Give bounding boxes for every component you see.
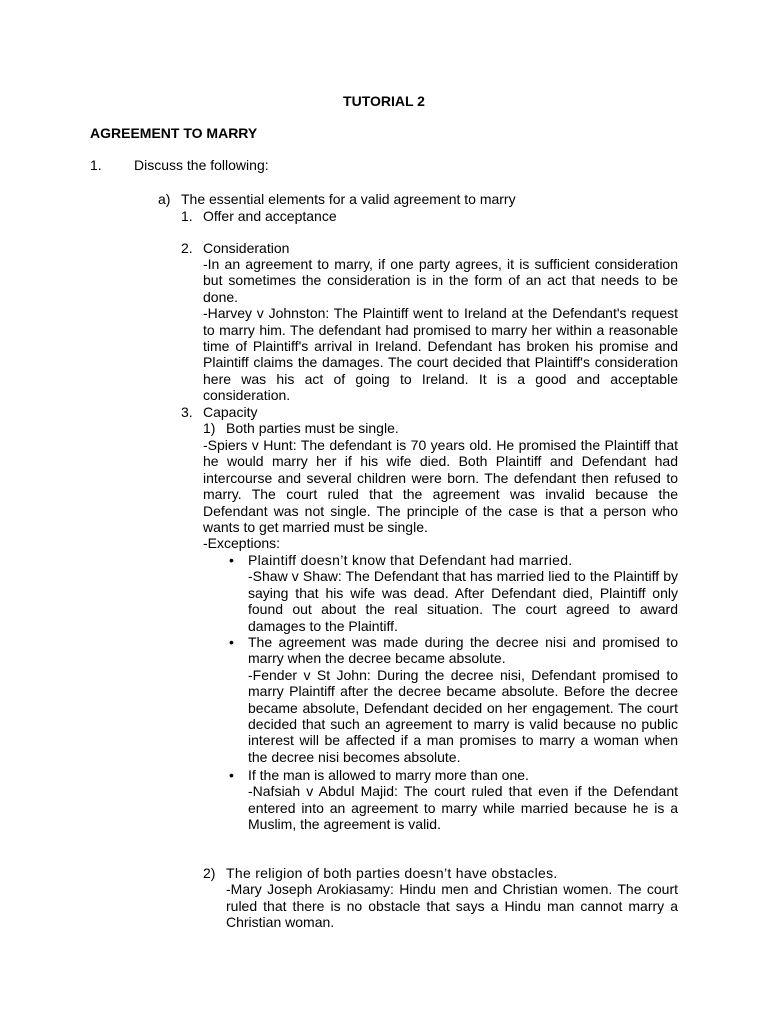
bullet-1-dot: • (229, 552, 234, 568)
item-1-text: Offer and acceptance (203, 208, 337, 224)
capacity-sub2-text: The religion of both parties doesn’t have obstacles. (226, 865, 558, 881)
bullet-3 (248, 767, 678, 833)
item-2-text: Consideration (203, 240, 290, 256)
capacity-sub1-number: 1) (203, 420, 216, 436)
item-1-number: 1. (181, 208, 193, 224)
page-title: TUTORIAL 2 (343, 93, 425, 109)
bullet-3-head: If the man is allowed to marry more than one. (248, 767, 529, 783)
bullet-1 (248, 552, 678, 634)
bullet-2-body: -Fender v St John: During the decree nisi, Defendant promised to marry Plaintiff after the decree became absolute. Before the decree became absolute, Defendant decided on her engagement. The court decided that such an agreement to marry is valid because no public interest will be affected if a man promises to marry a woman when the decree nisi becomes absolute. (248, 666, 678, 765)
section-heading: AGREEMENT TO MARRY (90, 125, 258, 141)
consideration-p1: -In an agreement to marry, if one party agrees, it is sufficient consideration but sometimes the consideration is in the form of an act that needs to be done. (203, 256, 678, 305)
bullet-2-dot: • (229, 634, 234, 650)
spiers-p1: -Spiers v Hunt: The defendant is 70 years old. He promised the Plaintiff that he would marry her if his wife died. Both Plaintiff and Defendant had intercourse and several children were born. The defendant then refused to marry. The court ruled that the agreement was invalid because the Defendant was not single. The principle of the case is that a person who wants to get married must be single. (203, 437, 678, 536)
part-a-text: The essential elements for a valid agreement to marry (181, 191, 516, 207)
consideration-paragraphs (203, 256, 678, 404)
item-3-text: Capacity (203, 404, 258, 420)
bullet-3-body: -Nafsiah v Abdul Majid: The court ruled that even if the Defendant entered into an agreement to marry while married because he is a Muslim, the agreement is valid. (248, 783, 678, 833)
religion-block (226, 865, 678, 931)
mary-joseph-paragraph: -Mary Joseph Arokiasamy: Hindu men and Christian women. The court ruled that there is no obstacle that says a Hindu man cannot marry a Christian woman. (226, 881, 678, 931)
bullet-2 (248, 634, 678, 765)
consideration-p2: -Harvey v Johnston: The Plaintiff went to Ireland at the Defendant's request to marry him. The defendant had promised to marry her within a reasonable time of Plaintiff's arrival in Ireland. Defendant has broken his promise and Plaintiff claims the damages. The court decided that Plaintiff's consideration here was his act of going to Ireland. It is a good and acceptable consideration. (203, 305, 678, 404)
exceptions-label: -Exceptions: (203, 535, 281, 552)
item-2-number: 2. (181, 240, 193, 256)
part-a-label: a) (158, 191, 171, 207)
capacity-sub2-number: 2) (203, 865, 216, 881)
bullet-1-body: -Shaw v Shaw: The Defendant that has married lied to the Plaintiff by saying that his wife was dead. After Defendant died, Plaintiff only found out about the real situation. The court agreed to award damages to the Plaintiff. (248, 568, 678, 634)
spiers-paragraph (203, 437, 678, 552)
bullet-3-dot: • (229, 767, 234, 783)
question-text: Discuss the following: (134, 157, 269, 173)
capacity-sub1-text: Both parties must be single. (226, 420, 399, 436)
question-number: 1. (90, 157, 102, 173)
bullet-1-head: Plaintiff doesn’t know that Defendant had married. (248, 552, 573, 568)
item-3-number: 3. (181, 404, 193, 420)
bullet-2-head: The agreement was made during the decree nisi and promised to marry when the decree became absolute. (248, 634, 678, 667)
